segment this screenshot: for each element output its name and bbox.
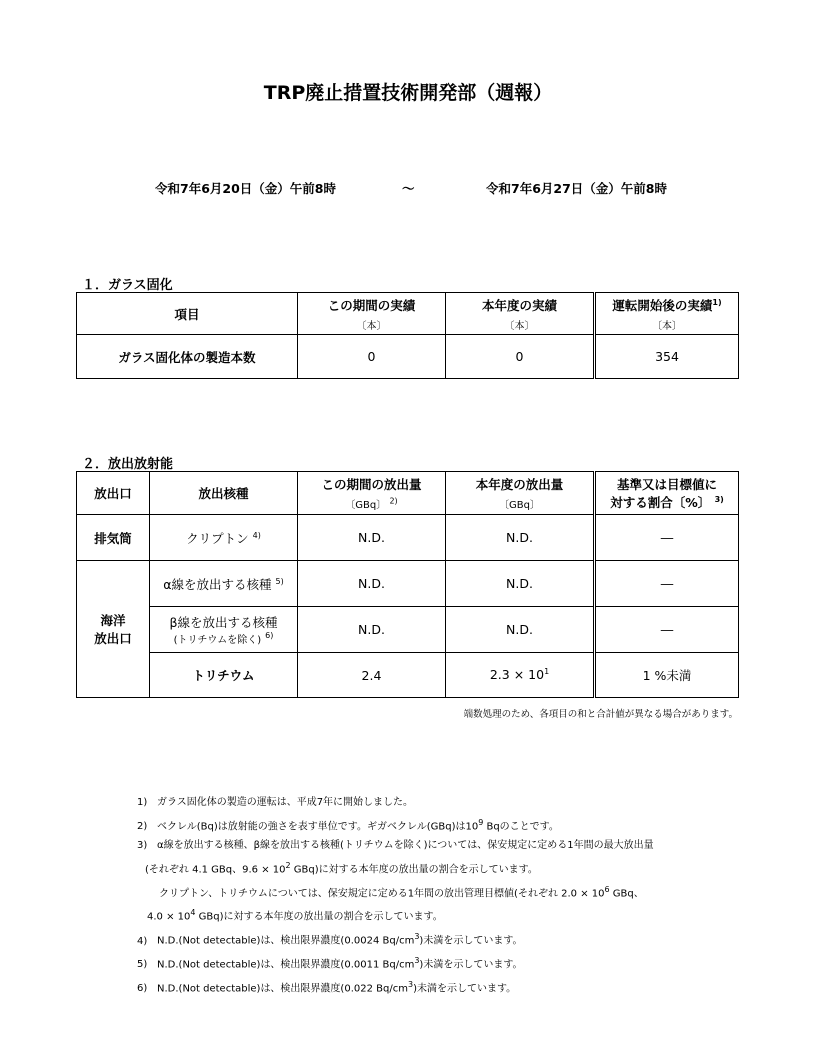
nuclide-tritium: トリチウム <box>150 653 298 698</box>
footnote-1: 1) ガラス固化体の製造の運転は、平成7年に開始しました。 <box>137 797 414 808</box>
row-label: ガラス固化体の製造本数 <box>77 335 298 379</box>
row-total-value: 354 <box>595 335 739 379</box>
alpha-ratio: ― <box>595 561 739 607</box>
row-period-value: 0 <box>298 335 446 379</box>
footnote-2: 2) ベクレル(Bq)は放射能の強さを表す単位です。ギガベクレル(GBq)は$10^9$ Bqのことです。 <box>137 817 559 832</box>
header-nuclide: 放出核種 <box>150 472 298 515</box>
rounding-note: 端数処理のため、各項目の和と合計値が異なる場合があります。 <box>463 709 738 720</box>
beta-year: N.D. <box>446 607 595 653</box>
header-item: 項目 <box>77 293 298 335</box>
section1-heading: １．ガラス固化 <box>82 278 173 293</box>
period-end: 令和7年6月27日（金）午前8時 <box>486 181 667 196</box>
outlet-stack: 排気筒 <box>77 515 150 561</box>
krypton-year: N.D. <box>446 515 595 561</box>
alpha-year: N.D. <box>446 561 595 607</box>
header-year-release: 本年度の放出量 〔GBq〕 <box>446 472 595 515</box>
header-ratio: 基準又は目標値に 対する割合〔%〕 $^{3)}$ <box>595 472 739 515</box>
alpha-period: N.D. <box>298 561 446 607</box>
footnote-6: 6) N.D.(Not detectable)は、検出限界濃度(0.022 $Bq/cm^3$)未満を示しています。 <box>137 979 517 995</box>
section2-heading: ２．放出放射能 <box>82 457 174 472</box>
nuclide-alpha: α線を放出する核種 $^{5)}$ <box>150 561 298 607</box>
tritium-period: 2.4 <box>298 653 446 698</box>
footnote-3-line4: $4.0 \times 10^4$ GBq)に対する本年度の放出量の割合を示しています。 <box>147 908 443 923</box>
header-outlet: 放出口 <box>77 472 150 515</box>
radioactivity-table <box>76 471 739 698</box>
footnote-3-line3: クリプトン、トリチウムについては、保安規定に定める1年間の放出管理目標値(それぞれ $2.0 \times 10^6$ GBq、 <box>159 884 644 899</box>
period-separator: ～ <box>402 181 415 196</box>
footnote-5: 5) N.D.(Not detectable)は、検出限界濃度(0.0011 $Bq/cm^3$)未満を示しています。 <box>137 956 523 971</box>
page-title: TRP廃止措置技術開発部（週報） <box>263 82 553 104</box>
nuclide-krypton: クリプトン $^{4)}$ <box>150 515 298 561</box>
header-total-result: 運転開始後の実績$^{1)}$ 〔本〕 <box>595 293 739 335</box>
outlet-ocean: 海洋 放出口 <box>77 561 150 698</box>
beta-ratio: ― <box>595 607 739 653</box>
krypton-period: N.D. <box>298 515 446 561</box>
header-period-release: この期間の放出量 〔GBq〕 $^{2)}$ <box>298 472 446 515</box>
period-start: 令和7年6月20日（金）午前8時 <box>155 181 336 196</box>
header-year-result: 本年度の実績 〔本〕 <box>446 293 595 335</box>
vitrification-table <box>76 292 739 379</box>
row-year-value: 0 <box>446 335 595 379</box>
beta-period: N.D. <box>298 607 446 653</box>
footnote-3: 3) α線を放出する核種、β線を放出する核種(トリチウムを除く)については、保安規定に定める1年間の最大放出量 <box>137 840 654 852</box>
footnote-4: 4) N.D.(Not detectable)は、検出限界濃度(0.0024 $Bq/cm^3$)未満を示しています。 <box>137 932 523 947</box>
footnote-3-line2: (それぞれ 4.1 GBq、$9.6 \times 10^2$ GBq)に対する本年度の放出量の割合を示しています。 <box>145 860 538 876</box>
header-period-result: この期間の実績 〔本〕 <box>298 293 446 335</box>
tritium-ratio: 1 %未満 <box>595 653 739 698</box>
krypton-ratio: ― <box>595 515 739 561</box>
tritium-year: $2.3 \times 10^1$ <box>446 653 595 698</box>
footnotes <box>137 793 654 999</box>
nuclide-beta: β線を放出する核種 (トリチウムを除く) $^{6)}$ <box>150 607 298 653</box>
